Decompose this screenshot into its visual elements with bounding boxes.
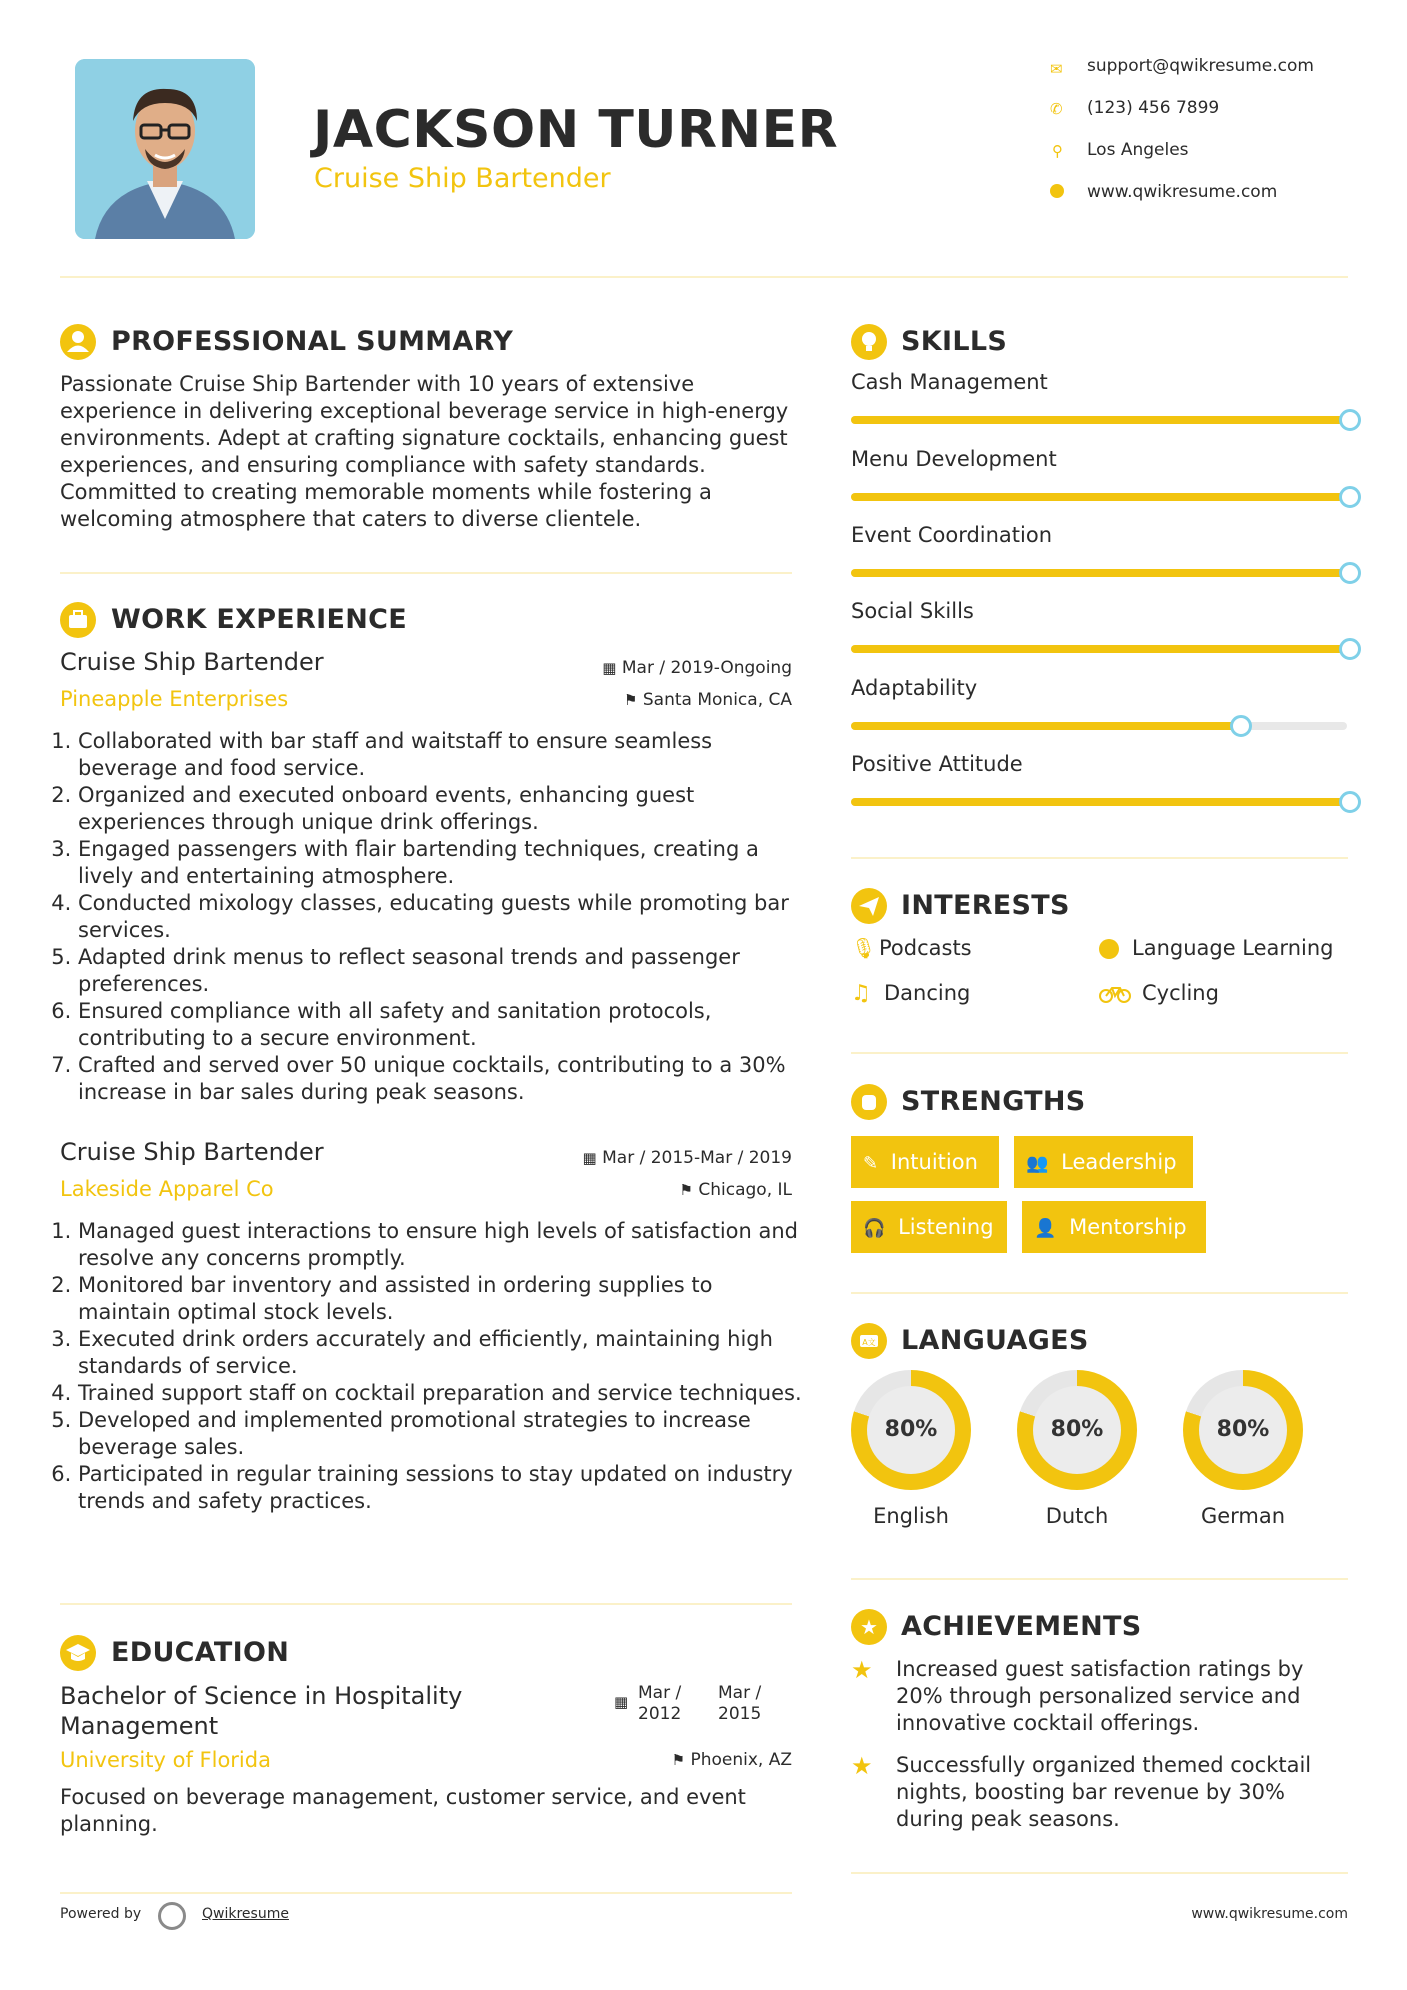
skill-bar-knob — [1339, 638, 1361, 660]
interests-divider — [851, 1052, 1348, 1054]
job-role: Cruise Ship Bartender — [60, 648, 324, 676]
language-item — [1017, 1370, 1137, 1530]
star-icon: ★ — [851, 1609, 887, 1645]
list-item: 3. Executed drink orders accurately and efficiently, maintaining high standards of service. — [78, 1326, 810, 1380]
avatar-portrait — [75, 59, 255, 239]
calendar-icon: ▦ — [602, 659, 617, 677]
skill-row — [851, 447, 1356, 517]
skill-bar-fill — [851, 722, 1238, 730]
strength-tag: 👤 Mentorship — [1022, 1201, 1206, 1253]
users-icon: 👥 — [1026, 1153, 1049, 1174]
calendar-icon: ▦ — [614, 1693, 629, 1711]
language-ring — [1017, 1370, 1137, 1490]
language-percent: 80% — [1033, 1386, 1121, 1474]
list-item: 4. Conducted mixology classes, educating guests while promoting bar services. — [78, 890, 810, 944]
summary-heading: PROFESSIONAL SUMMARY — [111, 326, 514, 357]
language-item — [851, 1370, 971, 1530]
skill-row — [851, 370, 1356, 440]
education-school: University of Florida — [60, 1748, 271, 1772]
skill-name: Cash Management — [851, 370, 1048, 394]
fist-icon — [851, 1084, 887, 1120]
list-item: 2. Monitored bar inventory and assisted in ordering supplies to maintain optimal stock levels. — [78, 1272, 810, 1326]
qwikresume-logo-icon — [158, 1902, 186, 1930]
phone-icon: ✆ — [1050, 100, 1063, 118]
skills-divider — [851, 857, 1348, 859]
list-item: 7. Crafted and served over 50 unique cocktails, contributing to a 30% increase in bar sales during peak seasons. — [78, 1052, 810, 1106]
language-percent: 80% — [1199, 1386, 1287, 1474]
strengths-heading: STRENGTHS — [901, 1086, 1086, 1117]
globe-icon — [1099, 939, 1119, 959]
job-location: ⚑ Santa Monica, CA — [624, 690, 792, 710]
list-item: 5. Adapted drink menus to reflect seasonal trends and passenger preferences. — [78, 944, 810, 998]
footer-website[interactable]: www.qwikresume.com — [1191, 1906, 1348, 1922]
skill-bar-knob — [1339, 486, 1361, 508]
star-icon: ★ — [851, 1752, 873, 1780]
language-name: German — [1200, 1504, 1286, 1528]
language-ring — [1183, 1370, 1303, 1490]
lightbulb-icon — [851, 324, 887, 360]
map-pin-icon: ⚲ — [1052, 142, 1063, 160]
skill-bar-fill — [851, 416, 1347, 424]
job-duties — [60, 1218, 810, 1515]
strength-tag: 👥 Leadership — [1014, 1136, 1193, 1188]
user-plus-icon: 👤 — [1034, 1218, 1057, 1239]
music-note-icon: ♫ — [851, 981, 871, 1006]
languages-divider — [851, 1578, 1348, 1580]
interests-heading: INTERESTS — [901, 890, 1070, 921]
job-company: Lakeside Apparel Co — [60, 1177, 274, 1201]
achievements-heading: ACHIEVEMENTS — [901, 1611, 1142, 1642]
bicycle-icon — [1099, 985, 1131, 1007]
skills-list — [851, 370, 1356, 830]
education-divider — [60, 1892, 792, 1894]
job-duties — [60, 728, 810, 1106]
skill-name: Menu Development — [851, 447, 1057, 471]
skill-bar-knob — [1230, 715, 1252, 737]
language-item — [1183, 1370, 1303, 1530]
graduation-icon — [60, 1635, 96, 1671]
language-percent: 80% — [867, 1386, 955, 1474]
language-name: English — [873, 1504, 949, 1528]
star-icon: ★ — [851, 1656, 873, 1684]
languages-heading: LANGUAGES — [901, 1325, 1089, 1356]
job-role: Cruise Ship Bartender — [60, 1138, 324, 1166]
briefcase-icon — [60, 602, 96, 638]
skills-heading: SKILLS — [901, 326, 1008, 357]
summary-text: Passionate Cruise Ship Bartender with 10 years of extensive experience in delivering exceptional beverage service in high-energy environments. Adept at crafting signature cocktails, enhancing guest experiences, and ensuring compliance with safety standards. Committed to creating memorable moments while fostering a welcoming atmosphere that caters to diverse clientele. — [60, 372, 789, 531]
list-item: 5. Developed and implemented promotional strategies to increase beverage sales. — [78, 1407, 810, 1461]
skill-name: Social Skills — [851, 599, 974, 623]
candidate-title: Cruise Ship Bartender — [314, 163, 611, 194]
education-degree: Bachelor of Science in Hospitality Management — [60, 1682, 463, 1740]
skill-bar — [851, 416, 1347, 424]
candidate-name: JACKSON TURNER — [313, 100, 839, 160]
language-ring — [851, 1370, 971, 1490]
summary-divider — [60, 572, 792, 574]
user-icon — [60, 324, 96, 360]
language-icon — [851, 1323, 887, 1359]
skill-bar — [851, 493, 1347, 501]
avatar — [75, 59, 255, 239]
calendar-icon: ▦ — [582, 1149, 597, 1167]
education-description: Focused on beverage management, customer service, and event planning. — [60, 1785, 746, 1836]
globe-icon — [1050, 184, 1064, 198]
skill-name: Positive Attitude — [851, 752, 1023, 776]
job-2 — [60, 1138, 802, 1558]
education-heading: EDUCATION — [111, 1637, 290, 1668]
skill-bar-knob — [1339, 562, 1361, 584]
list-item: 1. Managed guest interactions to ensure high levels of satisfaction and resolve any concerns promptly. — [78, 1218, 810, 1272]
education-location: ⚑ Phoenix, AZ — [671, 1750, 792, 1770]
skill-row — [851, 752, 1356, 822]
list-item: 4. Trained support staff on cocktail preparation and service techniques. — [78, 1380, 810, 1407]
list-item: 6. Ensured compliance with all safety and sanitation protocols, contributing to a secure environment. — [78, 998, 810, 1052]
skill-bar-fill — [851, 493, 1347, 501]
education-dates: ▦ Mar / 2012 Mar / 2015 — [614, 1683, 762, 1724]
skill-bar — [851, 798, 1347, 806]
job-dates: ▦ Mar / 2019-Ongoing — [602, 658, 792, 678]
achievement-item: ★ Increased guest satisfaction ratings by 20% through personalized service and innovative cocktail offerings. — [851, 1656, 1304, 1735]
qwikresume-link[interactable]: Qwikresume — [202, 1906, 289, 1922]
skill-bar — [851, 569, 1347, 577]
skill-bar — [851, 722, 1347, 730]
pin-icon: ⚑ — [671, 1751, 686, 1769]
strengths-divider — [851, 1292, 1348, 1294]
job-location: ⚑ Chicago, IL — [679, 1180, 792, 1200]
strength-tag: 🎧 Listening — [851, 1201, 1007, 1253]
skill-bar-knob — [1339, 791, 1361, 813]
skill-bar-fill — [851, 569, 1347, 577]
achievements-divider — [851, 1872, 1348, 1874]
pin-icon: ⚑ — [624, 691, 638, 709]
envelope-icon: ✉ — [1050, 60, 1063, 78]
pin-icon: ⚑ — [679, 1181, 693, 1199]
skill-row — [851, 599, 1356, 669]
work-divider — [60, 1603, 792, 1605]
job-company: Pineapple Enterprises — [60, 687, 289, 711]
header-divider — [60, 276, 1348, 278]
skill-bar-fill — [851, 645, 1347, 653]
skill-bar — [851, 645, 1347, 653]
skill-bar-fill — [851, 798, 1347, 806]
language-name: Dutch — [1045, 1504, 1109, 1528]
list-item: 6. Participated in regular training sessions to stay updated on industry trends and safety practices. — [78, 1461, 810, 1515]
list-item: 3. Engaged passengers with flair bartending techniques, creating a lively and entertaining atmosphere. — [78, 836, 810, 890]
headphones-icon: 🎧 — [863, 1218, 886, 1239]
skill-bar-knob — [1339, 409, 1361, 431]
achievement-item: ★ Successfully organized themed cocktail nights, boosting bar revenue by 30% during peak seasons. — [851, 1752, 1312, 1831]
magic-wand-icon: ✎ — [863, 1153, 879, 1174]
work-heading: WORK EXPERIENCE — [111, 604, 407, 635]
job-1 — [60, 648, 792, 1108]
skill-row — [851, 523, 1356, 593]
skill-row — [851, 676, 1356, 746]
list-item: 1. Collaborated with bar staff and waitstaff to ensure seamless beverage and food service. — [78, 728, 810, 782]
job-dates: ▦ Mar / 2015-Mar / 2019 — [582, 1148, 792, 1168]
strength-tag: ✎ Intuition — [851, 1136, 999, 1188]
svg-text:A文: A文 — [862, 1338, 876, 1347]
skill-name: Event Coordination — [851, 523, 1053, 547]
microphone-icon: 🎙 — [851, 936, 877, 960]
list-item: 2. Organized and executed onboard events, enhancing guest experiences through unique drink offerings. — [78, 782, 810, 836]
skill-name: Adaptability — [851, 676, 978, 700]
paper-plane-icon — [851, 888, 887, 924]
